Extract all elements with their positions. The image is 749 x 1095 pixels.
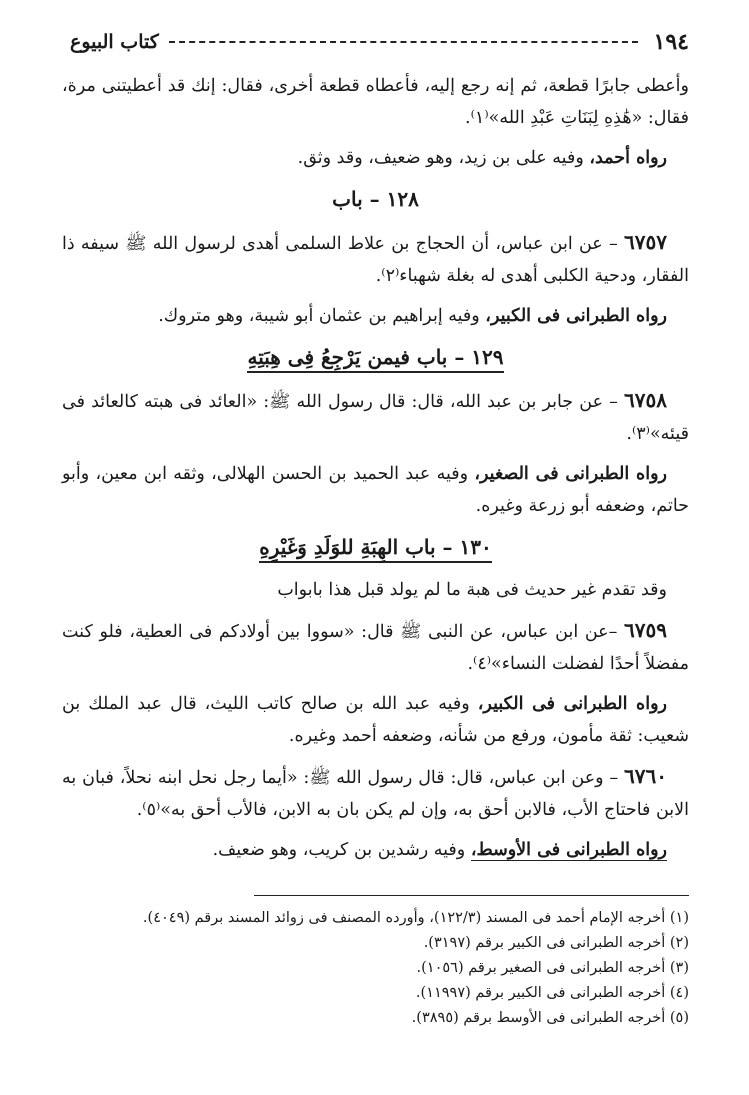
chapter-heading-text: ١٢٩ – باب فيمن يَرْجِعُ فِى هِبَتِهِ [247,345,503,373]
footnote-divider [254,895,689,896]
chapter-heading-130 [62,530,689,564]
page-number: ١٩٤ [653,29,689,55]
footnote-item: (١) أخرجه الإمام أحمد فى المسند (١٢٢/٣)، وأورده المصنف فى زوائد المسند برقم (٤٠٤٩). [142,910,689,926]
paragraph-continuation: وأعطى جابرًا قطعة، ثم إنه رجع إليه، فأعطاه قطعة أخرى، فقال: إنك قد أعطيتنى مرة، فقال: «هَٰذِهِ لِبَنَاتِ عَبْدِ الله»⁽١⁾. [62,76,689,128]
page-body [62,70,689,874]
chapter-heading-text: ١٣٠ – باب الهِبَةِ للوَلَدِ وَغَيْرِهِ [259,535,491,563]
narration-note [62,458,689,522]
hadith-6758 [62,384,689,450]
footnotes [62,906,689,1031]
header-dashed-rule [169,41,638,43]
chapter-heading-129 [62,340,689,374]
hadith-text: –عن ابن عباس، عن النبى ﷺ قال: «سووا بين أولادكم فى العطية، فلو كنت مفضلاً أحدًا لفضلت النساء»⁽٤⁾. [62,622,689,674]
narration-text: وفيه رشدين بن كريب، وهو ضعيف. [212,840,471,860]
hadith-text: – عن جابر بن عبد الله، قال: قال رسول الله ﷺ: «العائد فى هبته كالعائد فى قيئه»⁽٣⁾. [62,392,689,444]
book-title: كتاب البيوع [70,31,159,53]
narration-lead: رواه الطبرانى فى الكبير، [485,306,667,326]
hadith-number: ٦٧٥٨ [624,388,667,412]
hadith-6757 [62,226,689,292]
narration-lead: رواه الطبرانى فى الصغير، [474,464,667,484]
footnote-item: (٤) أخرجه الطبرانى فى الكبير برقم (١١٩٩٧). [415,985,689,1001]
narration-note [62,834,689,866]
hadith-6759 [62,614,689,680]
hadith-text: – عن ابن عباس، أن الحجاج بن علاط السلمى أهدى لرسول الله ﷺ سيفه ذا الفقار، ودحية الكلبى أهدى له بغلة شهباء⁽٢⁾. [62,234,689,286]
footnote-item: (٢) أخرجه الطبرانى فى الكبير برقم (٣١٩٧). [423,935,689,951]
hadith-number: ٦٧٥٩ [624,618,667,642]
narration-lead: رواه الطبرانى فى الأوسط، [470,840,667,860]
footnote-item: (٥) أخرجه الطبرانى فى الأوسط برقم (٣٨٩٥). [411,1010,689,1026]
hadith-number: ٦٧٥٧ [624,230,667,254]
narration-text: وفيه عبد الحميد بن الحسن الهلالى، وثقه ابن معين، وأبو حاتم، وضعفه أبو زرعة وغيره. [62,464,689,516]
narration-text: وفيه على بن زيد، وهو ضعيف، وقد وثق. [297,148,590,168]
narration-lead: رواه أحمد، [589,148,667,168]
narration-text: وفيه عبد الله بن صالح كاتب الليث، قال عبد الملك بن شعيب: ثقة مأمون، ورفع من شأنه، وضعفه أحمد وغيره. [62,694,689,746]
chapter-heading-128: ١٢٨ – باب [332,187,419,211]
hadith-number: ٦٧٦٠ [624,764,667,788]
narration-note [62,300,689,332]
narration-note [62,142,689,174]
hadith-6760 [62,760,689,826]
cross-reference-note: وقد تقدم غير حديث فى هبة ما لم يولد قبل هذا بابواب [277,580,667,600]
narration-lead: رواه الطبرانى فى الكبير، [477,694,667,714]
narration-text: وفيه إبراهيم بن عثمان أبو شيبة، وهو متروك. [158,306,486,326]
footnote-item: (٣) أخرجه الطبرانى فى الصغير برقم (١٠٥٦). [416,960,689,976]
hadith-text: – وعن ابن عباس، قال: قال رسول الله ﷺ: «أيما رجل نحل ابنه نحلاً، فبان به الابن فاحتاج الأب، فالابن أحق به، وإن لم يكن بان به الابن، فالأب أحق به»⁽٥⁾. [62,768,689,820]
narration-note [62,688,689,752]
page-header [70,24,689,60]
